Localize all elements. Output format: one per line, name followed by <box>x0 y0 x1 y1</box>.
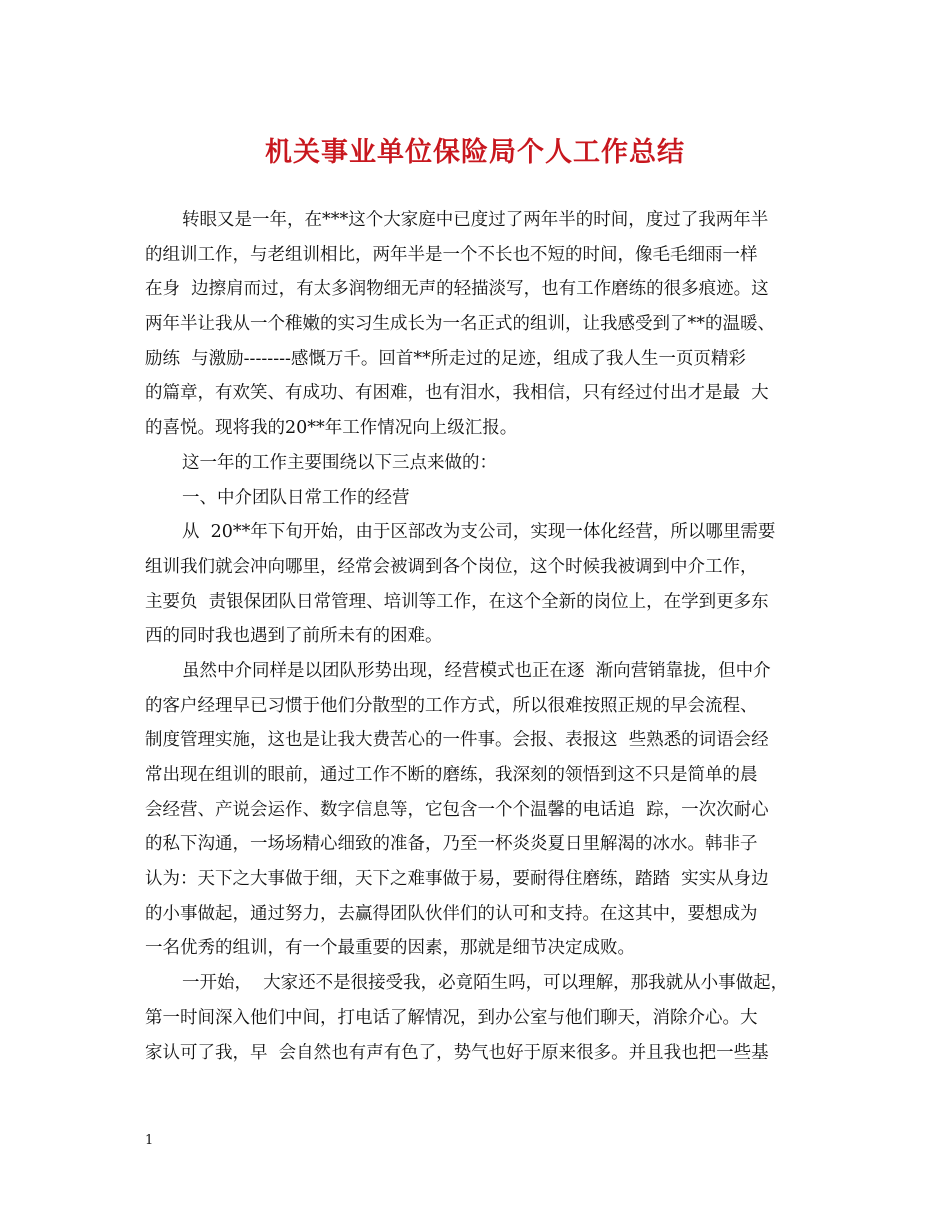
text-line: 的篇章，有欢笑、有成功、有困难，也有泪水，我相信，只有经过付出才是最 大 <box>145 383 769 404</box>
text-line: 第一时间深入他们中间，打电话了解情况，到办公室与他们聊天，消除介心。大 <box>145 1007 758 1028</box>
text-line: 在身 边擦肩而过，有太多润物细无声的轻描淡写，也有工作磨练的很多痕迹。这 <box>145 279 769 300</box>
text-line: 一开始， 大家还不是很接受我，必竟陌生吗，可以理解，那我就从小事做起， <box>182 973 789 994</box>
text-line: 转眼又是一年，在***这个大家庭中已度过了两年半的时间，度过了我两年半 <box>182 210 769 230</box>
text-line: 主要负 责银保团队日常管理、培训等工作，在这个全新的岗位上，在学到更多东 <box>145 591 769 612</box>
text-line: 虽然中介同样是以团队形势出现，经营模式也正在逐 渐向营销靠拢，但中介 <box>182 660 771 681</box>
text-line: 两年半让我从一个稚嫩的实习生成长为一名正式的组训，让我感受到了**的温暖、 <box>145 314 775 335</box>
text-line: 的喜悦。现将我的20**年工作情况向上级汇报。 <box>145 418 518 439</box>
text-line: 一名优秀的组训，有一个最重要的因素，那就是细节决定成败。 <box>145 938 635 959</box>
text-line: 的组训工作，与老组训相比，两年半是一个不长也不短的时间，像毛毛细雨一样 <box>145 244 758 265</box>
text-line: 常出现在组训的眼前，通过工作不断的磨练，我深刻的领悟到这不只是简单的晨 <box>145 765 758 785</box>
document-title: 机关事业单位保险局个人工作总结 <box>265 137 685 168</box>
text-line: 认为：天下之大事做于细，天下之难事做于易，要耐得住磨练，踏踏 实实从身边 <box>145 869 769 890</box>
page-number: 1 <box>145 1133 154 1148</box>
text-line: 励练 与激励--------感慨万千。回首**所走过的足迹，组成了我人生一页页精彩 <box>145 348 746 369</box>
text-line: 的小事做起，通过努力，去赢得团队伙伴们的认可和支持。在这其中，要想成为 <box>145 903 758 924</box>
text-line: 会经营、产说会运作、数字信息等，它包含一个个温馨的电话追 踪，一次次耐心 <box>145 799 769 820</box>
text-line: 的私下沟通，一场场精心细致的准备，乃至一杯炎炎夏日里解渴的冰水。韩非子 <box>145 834 758 855</box>
document-body <box>145 203 825 1070</box>
text-line: 一、中介团队日常工作的经营 <box>182 487 410 508</box>
text-line: 这一年的工作主要围绕以下三点来做的： <box>182 452 497 473</box>
text-line: 西的同时我也遇到了前所未有的困难。 <box>145 626 443 647</box>
text-line: 的客户经理早已习惯于他们分散型的工作方式，所以很难按照正规的早会流程、 <box>145 695 758 716</box>
text-line: 从 20**年下旬开始，由于区部改为支公司，实现一体化经营，所以哪里需要 <box>182 522 776 543</box>
text-line: 制度管理实施，这也是让我大费苦心的一件事。会报、表报这 些熟悉的词语会经 <box>145 730 769 751</box>
text-line: 家认可了我，早 会自然也有声有色了，势气也好于原来很多。并且我也把一些基 <box>145 1042 769 1063</box>
text-line: 组训我们就会冲向哪里，经常会被调到各个岗位，这个时候我被调到中介工作， <box>145 556 758 577</box>
